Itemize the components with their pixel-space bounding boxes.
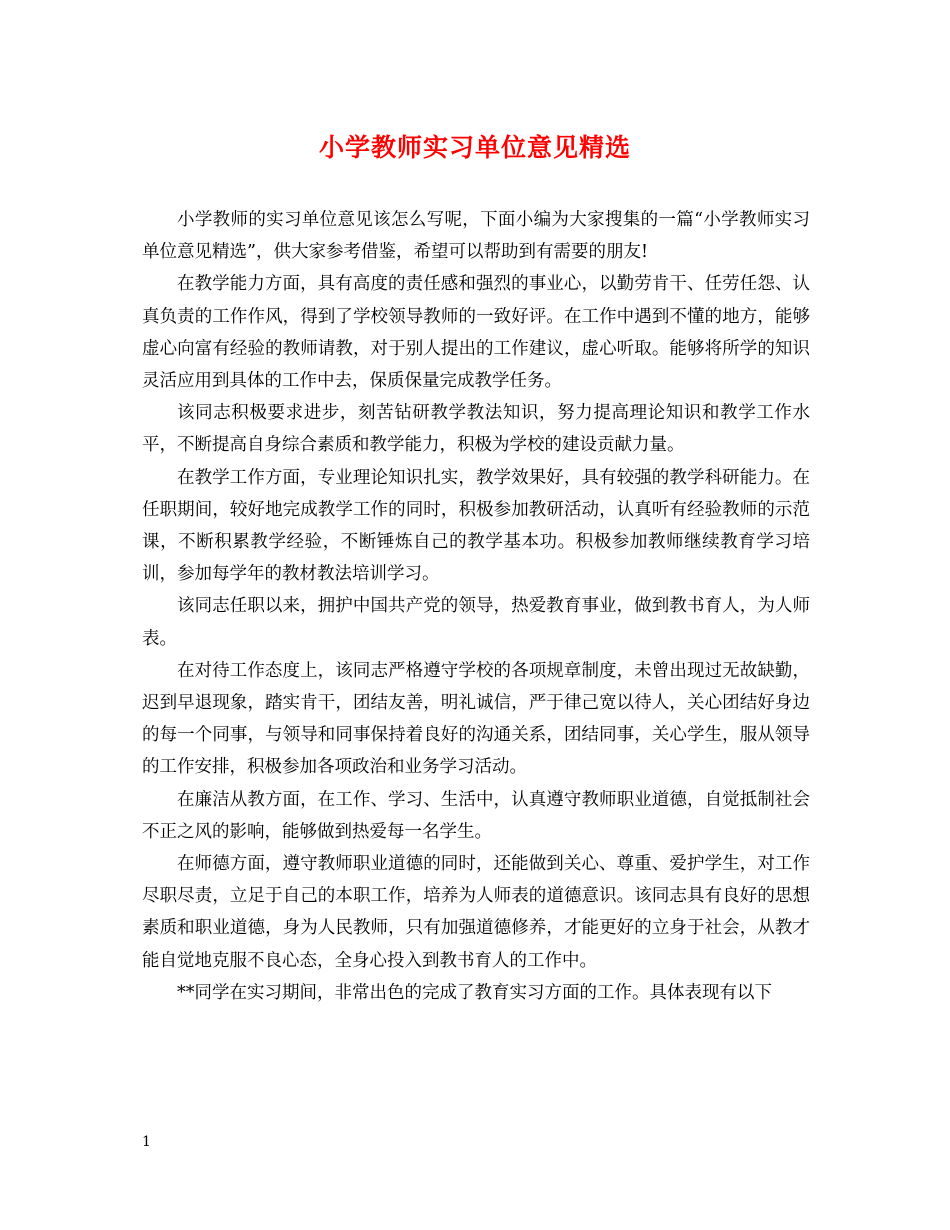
paragraph-teaching-ability: 在教学能力方面，具有高度的责任感和强烈的事业心，以勤劳肯干、任劳任怨、认真负责的工作作风，得到了学校领导教师的一致好评。在工作中遇到不懂的地方，能够虚心向富有经验的教师请教，对于别人提出的工作建议，虚心听取。能够将所学的知识灵活应用到具体的工作中去，保质保量完成教学任务。 (142, 274, 810, 392)
paragraph-political: 该同志任职以来，拥护中国共产党的领导，热爱教育事业，做到教书育人，为人师表。 (142, 596, 810, 649)
document-title: 小学教师实习单位意见精选 (318, 133, 631, 162)
paragraph-work-attitude: 在对待工作态度上，该同志严格遵守学校的各项规章制度，未曾出现过无故缺勤，迟到早退现象，踏实肯干，团结友善，明礼诚信，严于律己宽以待人，关心团结好身边的每一个同事，与领导和同事保持着良好的沟通关系，团结同事，关心学生，服从领导的工作安排，积极参加各项政治和业务学习活动。 (142, 660, 810, 778)
paragraph-ethics: 在师德方面，遵守教师职业道德的同时，还能做到关心、尊重、爱护学生，对工作尽职尽责，立足于自己的本职工作，培养为人师表的道德意识。该同志具有良好的思想素质和职业道德，身为人民教师，只有加强道德修养，才能更好的立身于社会，从教才能自觉地克服不良心态，全身心投入到教书育人的工作中。 (142, 854, 810, 971)
paragraph-progress: 该同志积极要求进步，刻苦钻研教学教法知识，努力提高理论知识和教学工作水平，不断提高自身综合素质和教学能力，积极为学校的建设贡献力量。 (142, 403, 810, 456)
page-number: 1 (142, 1134, 151, 1150)
paragraph-internship: **同学在实习期间，非常出色的完成了教育实习方面的工作。具体表现有以下 (177, 982, 772, 1003)
paragraph-teaching-work: 在教学工作方面，专业理论知识扎实，教学效果好，具有较强的教学科研能力。在任职期间，较好地完成教学工作的同时，积极参加教研活动，认真听有经验教师的示范课，不断积累教学经验，不断锤炼自己的教学基本功。积极参加教师继续教育学习培训，参加每学年的教材教法培训学习。 (142, 467, 810, 585)
paragraph-intro: 小学教师的实习单位意见该怎么写呢，下面小编为大家搜集的一篇“小学教师实习单位意见精选”，供大家参考借鉴，希望可以帮助到有需要的朋友! (142, 210, 810, 263)
document-body (142, 204, 810, 1009)
paragraph-integrity: 在廉洁从教方面，在工作、学习、生活中，认真遵守教师职业道德，自觉抵制社会不正之风的影响，能够做到热爱每一名学生。 (142, 789, 810, 842)
